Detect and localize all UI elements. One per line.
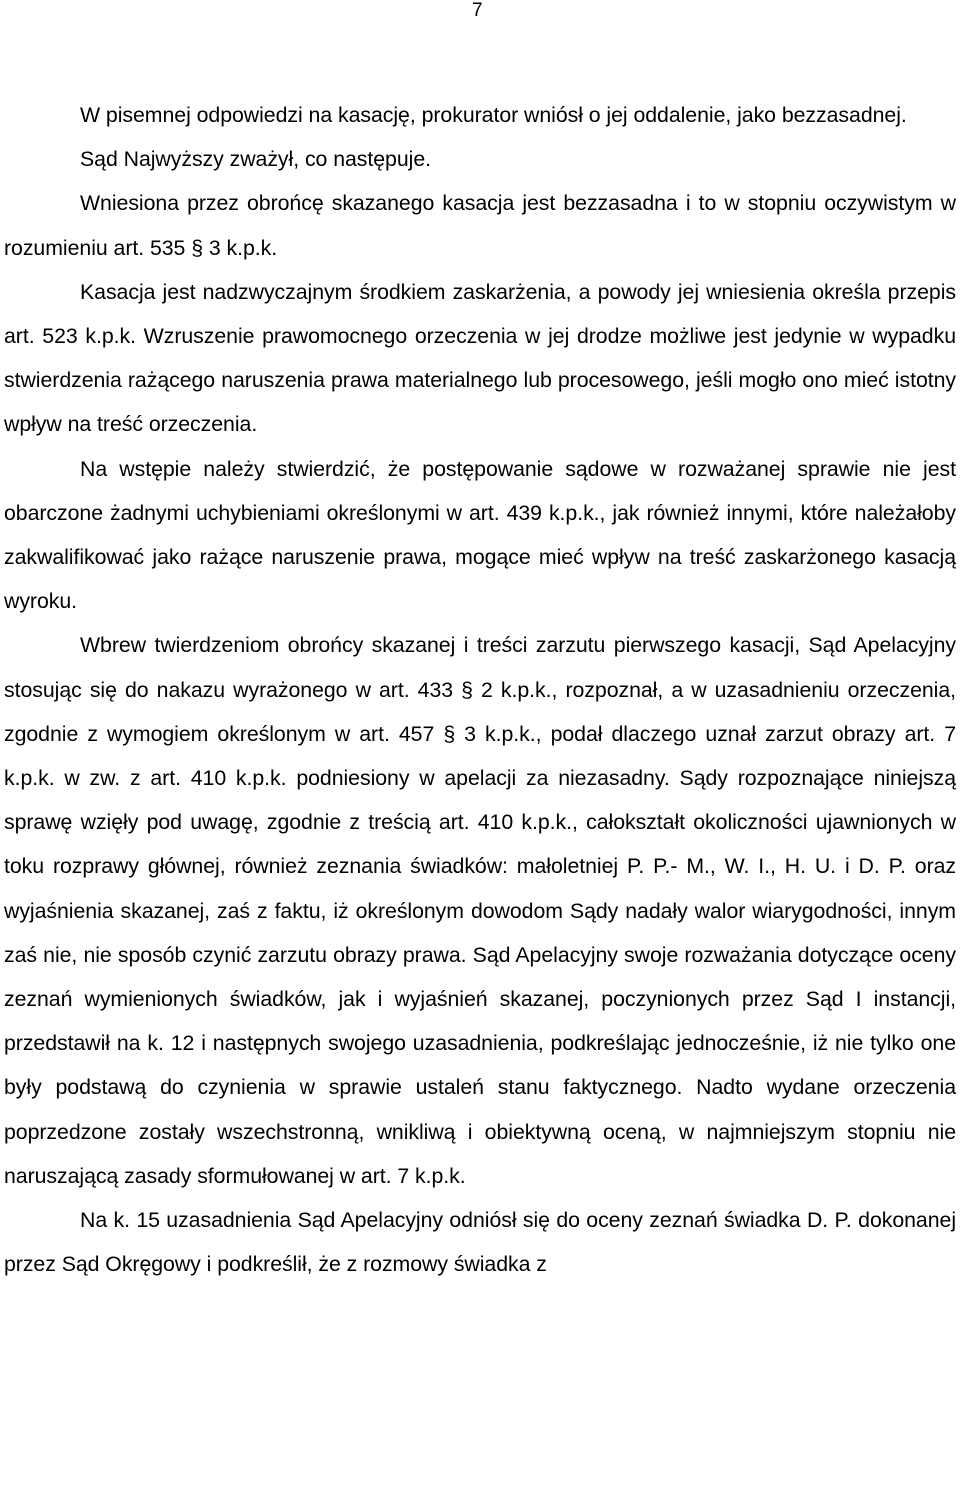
paragraph-appellate-court-reasoning: Wbrew twierdzeniom obrońcy skazanej i treści zarzutu pierwszego kasacji, Sąd Apelacyjny stosując się do nakazu wyrażonego w art. 433 § 2 k.p.k., rozpoznał, a w uzasadnieniu orzeczenia, zgodnie z wymogiem określonym w art. 457 § 3 k.p.k., podał dlaczego uznał zarzut obrazy art. 7 k.p.k. w zw. z art. 410 k.p.k. podniesiony w apelacji za niezasadny. Sądy rozpoznające niniejszą sprawę wzięły pod uwagę, zgodnie z treścią art. 410 k.p.k., całokształt okoliczności ujawnionych w toku rozprawy głównej, również zeznania świadków: małoletniej P. P.- M., W. I., H. U. i D. P. oraz wyjaśnienia skazanej, zaś z faktu, iż określonym dowodom Sądy nadały walor wiarygodności, innym zaś nie, nie sposób czynić zarzutu obrazy prawa. Sąd Apelacyjny swoje rozważania dotyczące oceny zeznań wymienionych świadków, jak i wyjaśnień skazanej, poczynionych przez Sąd I instancji, przedstawił na k. 12 i następnych swojego uzasadnienia, podkreślając jednocześnie, iż nie tylko one były podstawą do czynienia w sprawie ustaleń stanu faktycznego. Nadto wydane orzeczenia poprzedzone zostały wszechstronną, wnikliwą i obiektywną oceną, w najmniejszym stopniu nie naruszającą zasady sformułowanej w art. 7 k.p.k. — [4, 633, 956, 1188]
paragraph-cassation-unfounded: Wniesiona przez obrońcę skazanego kasacja jest bezzasadna i to w stopniu oczywistym w rozumieniu art. 535 § 3 k.p.k. — [4, 191, 956, 260]
paragraph-court-considered: Sąd Najwyższy zważył, co następuje. — [80, 147, 431, 172]
document-body — [4, 93, 956, 1286]
paragraph-cassation-response: W pisemnej odpowiedzi na kasację, prokurator wniósł o jej oddalenie, jako bezzasadnej. — [80, 103, 907, 127]
page-number: 7 — [472, 0, 483, 21]
paragraph-no-violations: Na wstępie należy stwierdzić, że postępowanie sądowe w rozważanej sprawie nie jest obarczone żadnymi uchybieniami określonymi w art. 439 k.p.k., jak również innymi, które należałoby zakwalifikować jako rażące naruszenie prawa, mogące mieć wpływ na treść zaskarżonego kasacją wyroku. — [4, 456, 956, 614]
paragraph-witness-assessment: Na k. 15 uzasadnienia Sąd Apelacyjny odniósł się do oceny zeznań świadka D. P. dokonanej przez Sąd Okręgowy i podkreślił, że z rozmowy świadka z — [4, 1208, 956, 1277]
paragraph-cassation-nature: Kasacja jest nadzwyczajnym środkiem zaskarżenia, a powody jej wniesienia określa przepis art. 523 k.p.k. Wzruszenie prawomocnego orzeczenia w jej drodze możliwe jest jedynie w wypadku stwierdzenia rażącego naruszenia prawa materialnego lub procesowego, jeśli mogło ono mieć istotny wpływ na treść orzeczenia. — [4, 279, 956, 437]
